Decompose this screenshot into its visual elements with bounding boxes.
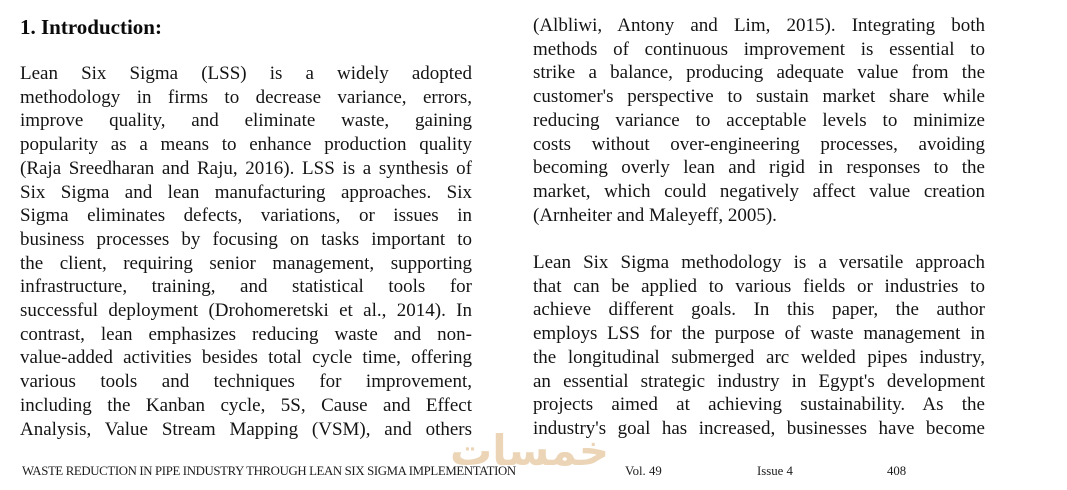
text-line: infrastructure, training, and statistical tools for: [20, 276, 472, 298]
text-line: the client, requiring senior management, supporting: [20, 252, 472, 274]
text-line: customer's perspective to sustain market share while: [533, 86, 985, 108]
text-line: an essential strategic industry in Egypt's development: [533, 370, 985, 392]
text-line: (Arnheiter and Maleyeff, 2005).: [533, 204, 777, 226]
text-line: industry's goal has increased, businesses have become: [533, 417, 985, 439]
text-line: contrast, lean emphasizes reducing waste and non-: [20, 323, 472, 345]
text-line: strike a balance, producing adequate value from the: [533, 62, 985, 84]
text-line: methods of continuous improvement is essential to: [533, 38, 985, 60]
left-column: [20, 0, 472, 440]
khamsat-watermark: خمسات: [450, 426, 610, 475]
page-footer: [0, 464, 1067, 486]
text-line: Analysis, Value Stream Mapping (VSM), and others: [20, 418, 472, 440]
text-line: becoming overly lean and rigid in responses to the: [533, 157, 985, 179]
text-line: popularity as a means to enhance production quality: [20, 134, 472, 156]
text-line: the longitudinal submerged arc welded pipes industry,: [533, 346, 985, 368]
text-line: market, which could negatively affect value creation: [533, 180, 985, 202]
text-line: Lean Six Sigma (LSS) is a widely adopted: [20, 63, 472, 84]
text-line: successful deployment (Drohomeretski et al., 2014). In: [20, 300, 472, 322]
text-line: (Albliwi, Antony and Lim, 2015). Integrating both: [533, 15, 985, 36]
text-line: Six Sigma and lean manufacturing approaches. Six: [20, 181, 472, 203]
text-line: reducing variance to acceptable levels to minimize: [533, 109, 985, 131]
text-line: that can be applied to various fields or industries to: [533, 275, 985, 297]
section-heading: 1. Introduction:: [20, 15, 162, 39]
text-line: improve quality, and eliminate waste, gaining: [20, 110, 472, 132]
issue-label: Issue 4: [757, 464, 793, 478]
text-line: methodology in firms to decrease variance, errors,: [20, 86, 472, 108]
right-paragraph-1: [533, 14, 985, 227]
text-line: costs without over-engineering processes, avoiding: [533, 133, 985, 155]
text-line: various tools and techniques for improvement,: [20, 371, 472, 393]
text-line: Sigma eliminates defects, variations, or issues in: [20, 205, 472, 227]
right-paragraph-2: [533, 251, 985, 441]
text-line: Lean Six Sigma methodology is a versatile approach: [533, 252, 985, 273]
page-number: 408: [887, 464, 907, 478]
volume-label: Vol. 49: [625, 464, 662, 478]
text-line: achieve different goals. In this paper, the author: [533, 299, 985, 321]
text-line: value-added activities besides total cycle time, offering: [20, 347, 472, 369]
text-line: including the Kanban cycle, 5S, Cause and Effect: [20, 394, 472, 416]
running-title: WASTE REDUCTION IN PIPE INDUSTRY THROUGH LEAN SIX SIGMA IMPLEMENTATION: [22, 464, 516, 478]
left-column-paragraph: [20, 62, 472, 441]
text-line: (Raja Sreedharan and Raju, 2016). LSS is a synthesis of: [20, 157, 472, 179]
text-line: business processes by focusing on tasks important to: [20, 228, 472, 250]
text-line: employs LSS for the purpose of waste management in: [533, 323, 985, 345]
text-line: projects aimed at achieving sustainability. As the: [533, 394, 985, 416]
